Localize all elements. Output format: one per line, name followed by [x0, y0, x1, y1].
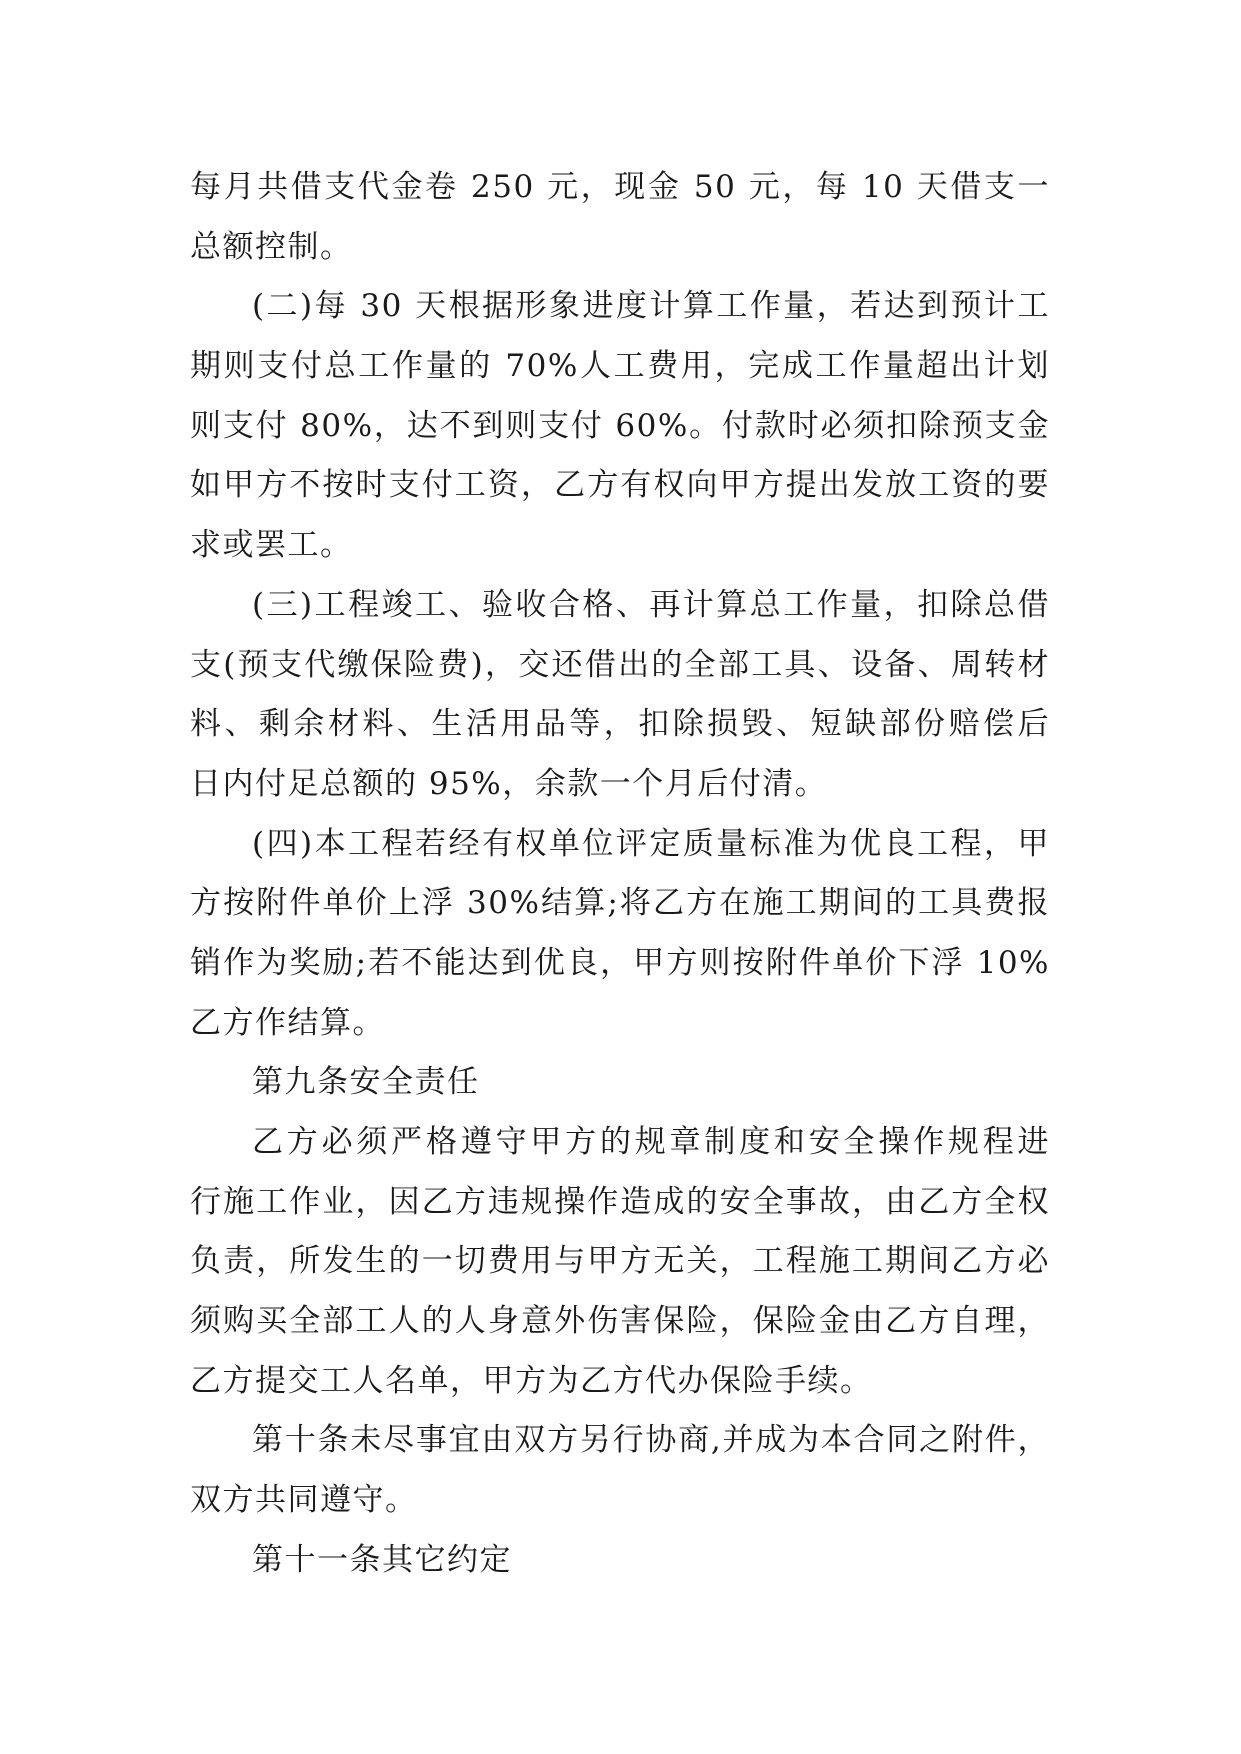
section-heading: 第九条安全责任	[252, 1064, 480, 1101]
text-line: 则支付 80%，达不到则支付 60%。付款时必须扣除预支金	[190, 407, 1050, 444]
text-line: 如甲方不按时支付工资，乙方有权向甲方提出发放工资的要	[190, 467, 1050, 504]
text-line: (三)工程竣工、验收合格、再计算总工作量，扣除总借	[252, 586, 1050, 623]
text-line: 销作为奖励;若不能达到优良，甲方则按附件单价下浮 10%	[190, 944, 1050, 981]
section-heading: 第十一条其它约定	[252, 1541, 512, 1578]
text-line: 日内付足总额的 95%，余款一个月后付清。	[190, 765, 828, 802]
document-body	[190, 158, 1050, 1591]
text-line: 双方共同遵守。	[190, 1482, 418, 1519]
text-line: 须购买全部工人的人身意外伤害保险，保险金由乙方自理，	[190, 1303, 1050, 1340]
text-line: (四)本工程若经有权单位评定质量标准为优良工程，甲	[252, 825, 1050, 862]
text-line: 乙方必须严格遵守甲方的规章制度和安全操作规程进	[252, 1124, 1050, 1160]
text-line: 期则支付总工作量的 70%人工费用，完成工作量超出计划	[190, 348, 1050, 385]
text-line: 乙方提交工人名单，甲方为乙方代办保险手续。	[190, 1362, 873, 1399]
text-line: 第十条未尽事宜由双方另行协商,并成为本合同之附件，	[252, 1422, 1050, 1459]
text-line: 支(预支代缴保险费)，交还借出的全部工具、设备、周转材	[190, 646, 1050, 683]
text-line: 乙方作结算。	[190, 1004, 385, 1041]
text-line: 每月共借支代金卷 250 元，现金 50 元，每 10 天借支一	[190, 169, 1050, 205]
text-line: 料、剩余材料、生活用品等，扣除损毁、短缺部份赔偿后	[190, 706, 1050, 743]
text-line: (二)每 30 天根据形象进度计算工作量，若达到预计工	[252, 288, 1050, 325]
text-line: 方按附件单价上浮 30%结算;将乙方在施工期间的工具费报	[190, 885, 1050, 922]
text-line: 总额控制。	[190, 228, 353, 265]
text-line: 求或罢工。	[190, 527, 353, 564]
text-line: 行施工作业，因乙方违规操作造成的安全事故，由乙方全权	[190, 1183, 1050, 1220]
text-line: 负责，所发生的一切费用与甲方无关，工程施工期间乙方必	[190, 1243, 1050, 1280]
